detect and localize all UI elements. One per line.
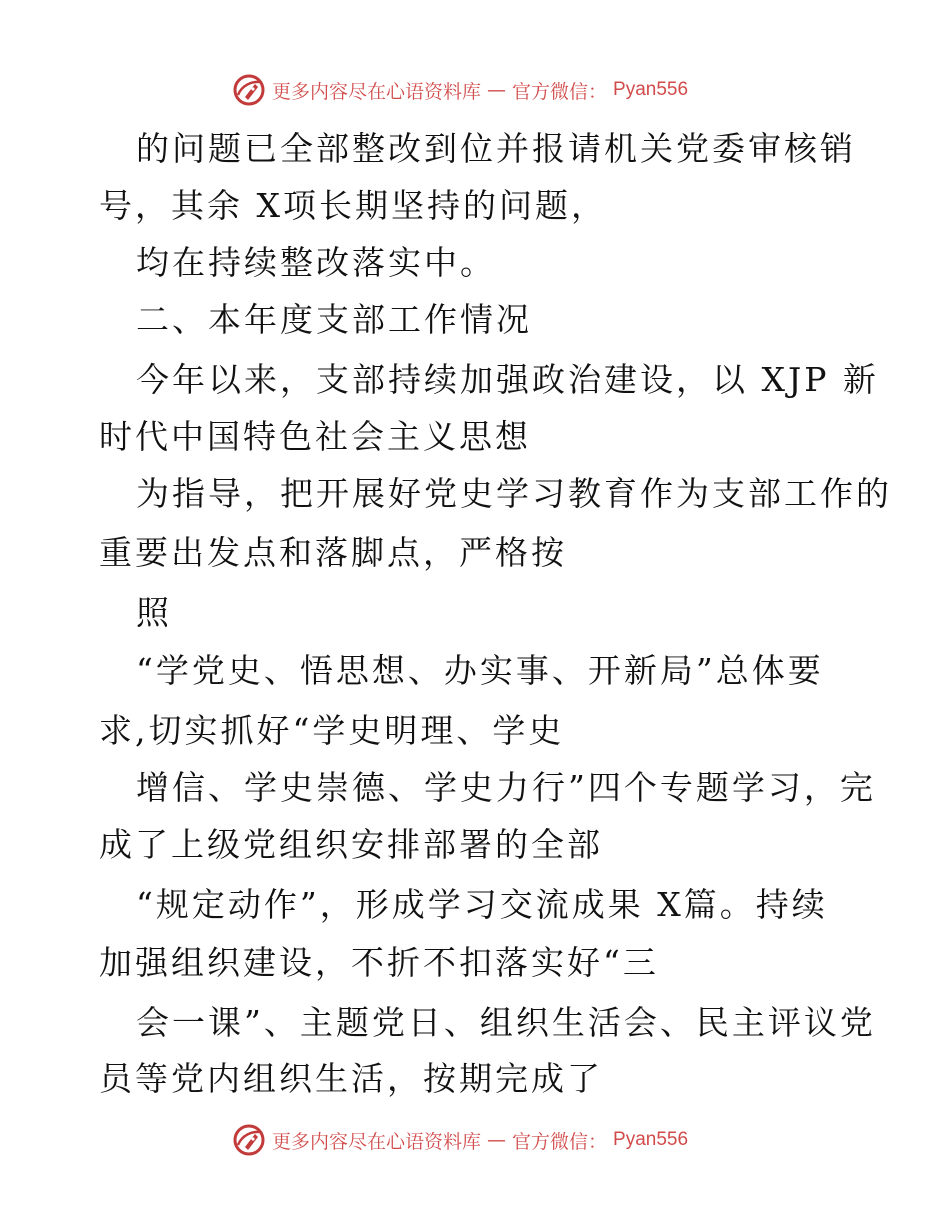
paragraph-line: 会一课”、主题党日、组织生活会、民主评议党 bbox=[136, 1003, 876, 1042]
watermark-official-label: 官方微信： bbox=[512, 1130, 608, 1153]
paragraph-line: 加强组织建设，不折不扣落实好“三 bbox=[99, 943, 659, 982]
watermark-separator: — bbox=[487, 1129, 507, 1151]
paragraph-line: 均在持续整改落实中。 bbox=[136, 243, 496, 282]
paragraph-line: 的问题已全部整改到位并报请机关党委审核销 bbox=[136, 129, 856, 168]
watermark-wechat-id: Pyan556 bbox=[613, 79, 689, 100]
paragraph-line: 成了上级党组织安排部署的全部 bbox=[99, 825, 603, 864]
paragraph-line: “学党史、悟思想、办实事、开新局”总体要 bbox=[136, 651, 824, 690]
watermark-text: 更多内容尽在心语资料库 bbox=[272, 1130, 482, 1153]
section-heading: 二、本年度支部工作情况 bbox=[136, 300, 532, 339]
paragraph-line: 求,切实抓好“学史明理、学史 bbox=[99, 711, 565, 750]
paragraph-line: 重要出发点和落脚点，严格按 bbox=[99, 533, 567, 572]
watermark-official-label: 官方微信： bbox=[512, 80, 608, 103]
paragraph-line: 员等党内组织生活，按期完成了 bbox=[99, 1059, 603, 1098]
paragraph-line: “规定动作”，形成学习交流成果 X篇。持续 bbox=[136, 885, 828, 924]
paragraph-line: 今年以来，支部持续加强政治建设，以 XJP 新 bbox=[136, 360, 879, 399]
watermark-separator: — bbox=[487, 79, 507, 101]
watermark-text: 更多内容尽在心语资料库 bbox=[272, 80, 482, 103]
paragraph-line: 为指导，把开展好党史学习教育作为支部工作的 bbox=[136, 474, 892, 513]
pen-nib-circle-icon bbox=[232, 1123, 266, 1157]
paragraph-line: 时代中国特色社会主义思想 bbox=[99, 417, 531, 456]
footer-watermark bbox=[232, 1122, 688, 1158]
paragraph-line: 号，其余 X项长期坚持的问题， bbox=[99, 186, 607, 225]
paragraph-line: 增信、学史崇德、学史力行”四个专题学习，完 bbox=[136, 768, 876, 807]
paragraph-line: 照 bbox=[136, 593, 172, 632]
watermark-wechat-id: Pyan556 bbox=[613, 1129, 689, 1150]
